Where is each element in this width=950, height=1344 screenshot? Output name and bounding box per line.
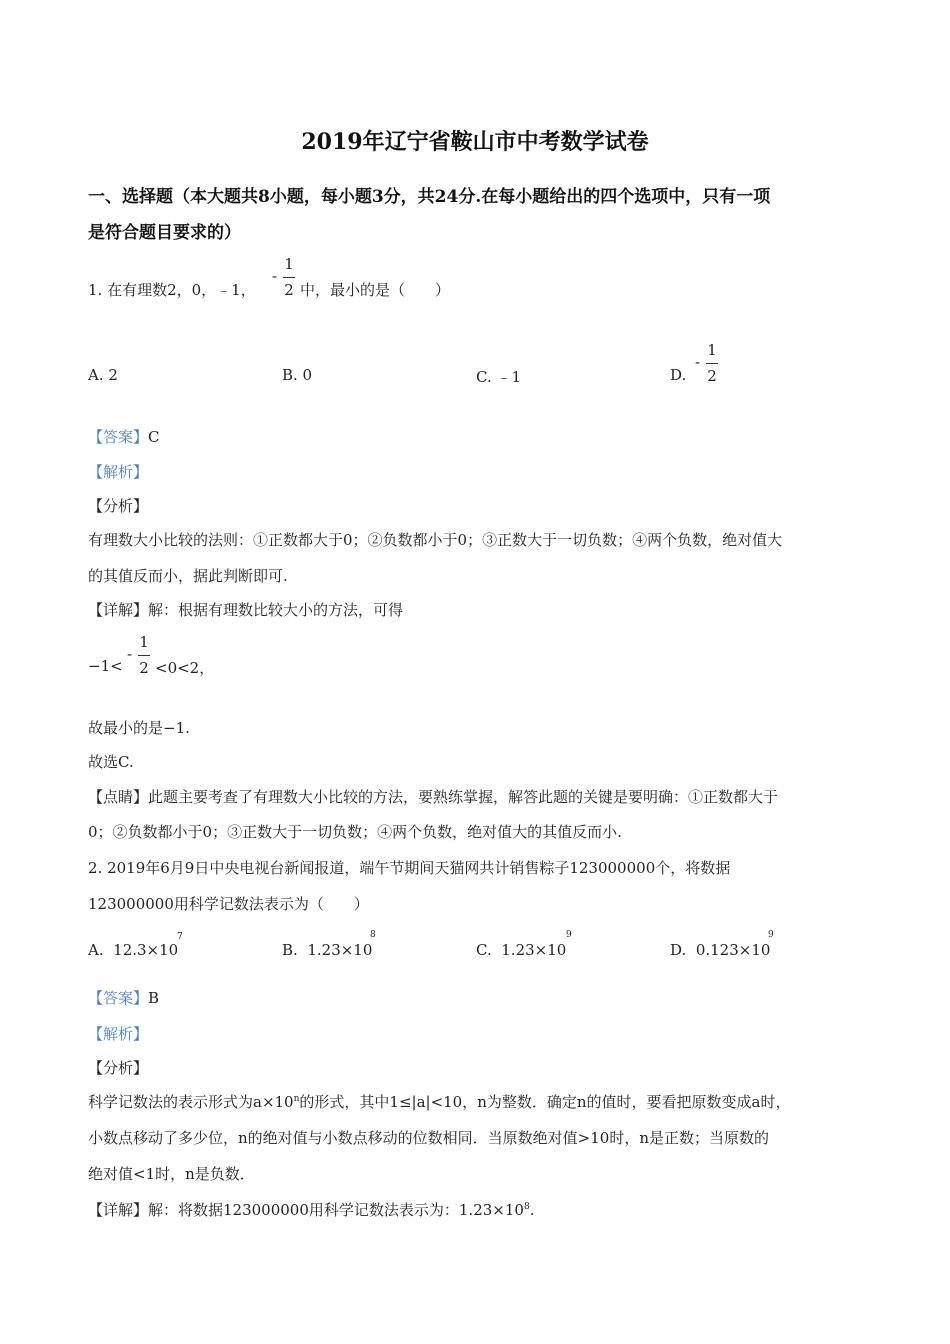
answer-tag: 【答案】: [88, 989, 149, 1007]
q2-option-d-exponent: 9: [768, 930, 774, 940]
option-letter: A.: [88, 941, 104, 959]
q2-option-c-exponent: 9: [566, 930, 572, 940]
q1-analysis-line2: 的其值反而小，据此判断即可.: [88, 567, 288, 585]
option-letter: B.: [282, 941, 298, 959]
answer-value: C: [148, 428, 160, 446]
fraction-denominator: 2: [284, 281, 294, 299]
q2-analysis-line1: [88, 1091, 791, 1112]
q2-option-b-exponent: 8: [370, 930, 376, 940]
q2-option-a-exponent: 7: [177, 932, 183, 942]
page-title: 2019年辽宁省鞍山市中考数学试卷: [301, 129, 649, 155]
q1-jiexi-tag: 【解析】: [88, 463, 149, 481]
q1-comment-line1: 【点睛】此题主要考查了有理数大小比较的方法，要熟练掌握，解答此题的关键是要明确：①正数都大于: [88, 788, 779, 806]
q1-detail: 【详解】解：根据有理数比较大小的方法，可得: [88, 601, 404, 619]
detail-part: .: [529, 1201, 535, 1219]
fraction-bar: [283, 277, 295, 278]
option-letter: C.: [476, 941, 492, 959]
option-base: 12.3×10: [113, 941, 179, 959]
q1-inequality-pre: −1<: [88, 657, 123, 675]
detail-part: 【详解】解：将数据123000000用科学记数法表示为：1.23×10: [88, 1201, 524, 1219]
q1-option-a: A. 2: [88, 366, 118, 384]
fraction-sign: -: [695, 353, 701, 371]
q1-stem-pre: 1. 在有理数2，0，﹣1，: [88, 281, 256, 299]
q1-fenxi-tag: 【分析】: [88, 497, 149, 515]
analysis-exponent: n: [293, 1094, 300, 1104]
q2-option-b: [282, 941, 372, 959]
q2-jiexi-tag: 【解析】: [88, 1025, 149, 1043]
q1-option-d: D.: [670, 366, 687, 384]
option-base: 1.23×10: [501, 941, 567, 959]
answer-value: B: [148, 989, 160, 1007]
analysis-part: 科学记数法的表示形式为a×10: [88, 1093, 294, 1111]
fraction-sign: -: [127, 645, 133, 663]
q2-option-c: [476, 941, 566, 959]
section-heading-line1: 一、选择题（本大题共8小题，每小题3分，共24分.在每小题给出的四个选项中，只有一项: [88, 187, 771, 207]
fraction-bar: [706, 363, 718, 364]
detail-exponent: 8: [523, 1202, 530, 1212]
q2-fenxi-tag: 【分析】: [88, 1059, 149, 1077]
q2-option-d: [670, 941, 770, 959]
q2-detail: [88, 1199, 534, 1220]
fraction-numerator: 1: [284, 255, 294, 273]
fraction-denominator: 2: [707, 367, 717, 385]
q2-analysis-line3: 绝对值<1时，n是负数．: [88, 1165, 255, 1183]
q1-conclusion-1: 故最小的是−1.: [88, 719, 190, 737]
option-letter: D.: [670, 941, 687, 959]
fraction-bar: [138, 655, 150, 656]
q1-option-b: B. 0: [282, 366, 313, 384]
option-base: 0.123×10: [695, 941, 771, 959]
answer-tag: 【答案】: [88, 428, 149, 446]
analysis-part: 的形式，其中1≤|a|<10，n为整数．确定n的值时，要看把原数变成a时，: [299, 1093, 791, 1111]
q1-stem-post: 中，最小的是（ ）: [300, 281, 451, 299]
q2-answer: [88, 987, 159, 1008]
q1-answer: [88, 426, 160, 447]
fraction-sign: -: [272, 267, 278, 285]
q2-stem-line2: 123000000用科学记数法表示为（ ）: [88, 895, 369, 913]
section-heading-line2: 是符合题目要求的）: [88, 223, 241, 243]
q2-analysis-line2: 小数点移动了多少位，n的绝对值与小数点移动的位数相同．当原数绝对值>10时，n是正数；当原数的: [88, 1129, 769, 1147]
q1-inequality-post: <0<2，: [155, 659, 215, 677]
q2-option-a: [88, 941, 178, 959]
q1-comment-line2: 0；②负数都小于0；③正数大于一切负数；④两个负数，绝对值大的其值反而小.: [88, 823, 622, 841]
option-base: 1.23×10: [307, 941, 373, 959]
fraction-numerator: 1: [707, 341, 717, 359]
q1-conclusion-2: 故选C.: [88, 753, 134, 771]
fraction-numerator: 1: [139, 633, 149, 651]
q1-option-c: C. ﹣1: [476, 368, 522, 386]
fraction-denominator: 2: [139, 659, 149, 677]
q1-analysis-line1: 有理数大小比较的法则：①正数都大于0；②负数都小于0；③正数大于一切负数；④两个负数，绝对值大: [88, 531, 783, 549]
q2-stem-line1: 2. 2019年6月9日中央电视台新闻报道，端午节期间天猫网共计销售粽子123000000个，将数据: [88, 859, 731, 877]
